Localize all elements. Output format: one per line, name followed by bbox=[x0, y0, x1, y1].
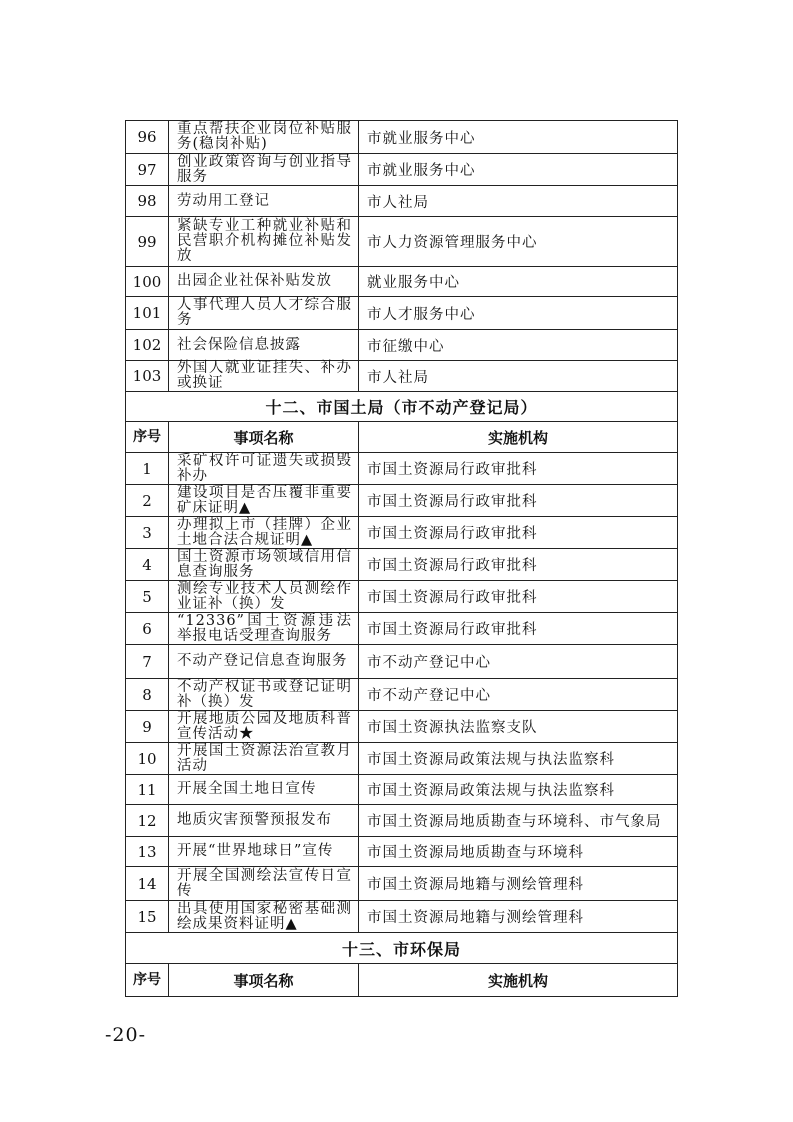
implementing-agency: 市征缴中心 bbox=[359, 330, 678, 361]
table-header-row bbox=[126, 422, 678, 453]
row-number: 100 bbox=[126, 267, 169, 297]
implementing-agency: 市国土资源局行政审批科 bbox=[359, 485, 678, 517]
table-row bbox=[126, 743, 678, 775]
implementing-agency: 市国土资源局政策法规与执法监察科 bbox=[359, 775, 678, 805]
implementing-agency: 市人才服务中心 bbox=[359, 297, 678, 330]
row-number: 8 bbox=[126, 679, 169, 711]
item-name: 社会保险信息披露 bbox=[169, 330, 359, 361]
item-name: 出园企业社保补贴发放 bbox=[169, 267, 359, 297]
page-number: -20- bbox=[105, 1024, 147, 1046]
table-row bbox=[126, 613, 678, 645]
implementing-agency: 市国土资源局地质勘查与环境科、市气象局 bbox=[359, 805, 678, 837]
item-name: 办理拟上市（挂牌）企业土地合法合规证明▲ bbox=[169, 517, 359, 549]
table-header-row bbox=[126, 964, 678, 997]
item-name: 开展全国土地日宣传 bbox=[169, 775, 359, 805]
row-number: 11 bbox=[126, 775, 169, 805]
table-row bbox=[126, 361, 678, 392]
row-number: 102 bbox=[126, 330, 169, 361]
implementing-agency: 市国土资源局地籍与测绘管理科 bbox=[359, 867, 678, 901]
row-number: 98 bbox=[126, 186, 169, 217]
item-name: 重点帮扶企业岗位补贴服务(稳岗补贴) bbox=[169, 121, 359, 154]
row-number: 15 bbox=[126, 901, 169, 933]
row-number: 9 bbox=[126, 711, 169, 743]
implementing-agency: 市人社局 bbox=[359, 186, 678, 217]
item-name: 外国人就业证挂失、补办或换证 bbox=[169, 361, 359, 392]
table-row bbox=[126, 837, 678, 867]
table-row bbox=[126, 711, 678, 743]
section-13 bbox=[126, 933, 678, 997]
item-name: 出具使用国家秘密基础测绘成果资料证明▲ bbox=[169, 901, 359, 933]
header-org: 实施机构 bbox=[359, 964, 678, 997]
row-number: 99 bbox=[126, 217, 169, 267]
row-number: 13 bbox=[126, 837, 169, 867]
row-number: 1 bbox=[126, 453, 169, 485]
implementing-agency: 市就业服务中心 bbox=[359, 121, 678, 154]
section-title-row bbox=[126, 933, 678, 964]
item-name: 建设项目是否压覆非重要矿床证明▲ bbox=[169, 485, 359, 517]
implementing-agency: 就业服务中心 bbox=[359, 267, 678, 297]
item-name: 不动产登记信息查询服务 bbox=[169, 645, 359, 679]
table-row bbox=[126, 186, 678, 217]
item-name: 地质灾害预警预报发布 bbox=[169, 805, 359, 837]
header-no: 序号 bbox=[126, 422, 169, 453]
row-number: 3 bbox=[126, 517, 169, 549]
section-title-row bbox=[126, 392, 678, 422]
row-number: 14 bbox=[126, 867, 169, 901]
implementing-agency: 市国土资源局行政审批科 bbox=[359, 613, 678, 645]
implementing-agency: 市国土资源局地质勘查与环境科 bbox=[359, 837, 678, 867]
table-row bbox=[126, 217, 678, 267]
table-row bbox=[126, 267, 678, 297]
implementing-agency: 市国土资源局行政审批科 bbox=[359, 453, 678, 485]
implementing-agency: 市就业服务中心 bbox=[359, 154, 678, 186]
implementing-agency: 市国土资源局地籍与测绘管理科 bbox=[359, 901, 678, 933]
item-name: 开展“世界地球日”宣传 bbox=[169, 837, 359, 867]
implementing-agency: 市国土资源局行政审批科 bbox=[359, 581, 678, 613]
implementing-agency: 市人力资源管理服务中心 bbox=[359, 217, 678, 267]
table-row bbox=[126, 485, 678, 517]
row-number: 6 bbox=[126, 613, 169, 645]
implementing-agency: 市不动产登记中心 bbox=[359, 645, 678, 679]
table-row bbox=[126, 775, 678, 805]
implementing-agency: 市国土资源局行政审批科 bbox=[359, 549, 678, 581]
implementing-agency: 市国土资源局行政审批科 bbox=[359, 517, 678, 549]
item-name: 采矿权许可证遗失或损毁补办 bbox=[169, 453, 359, 485]
table-row bbox=[126, 453, 678, 485]
section-title: 十二、市国土局（市不动产登记局） bbox=[126, 392, 678, 422]
top-rows bbox=[126, 121, 678, 392]
item-name: 不动产权证书或登记证明补（换）发 bbox=[169, 679, 359, 711]
implementing-agency: 市国土资源执法监察支队 bbox=[359, 711, 678, 743]
row-number: 97 bbox=[126, 154, 169, 186]
table-row bbox=[126, 901, 678, 933]
implementing-agency: 市不动产登记中心 bbox=[359, 679, 678, 711]
table-row bbox=[126, 330, 678, 361]
table-row bbox=[126, 121, 678, 154]
table-row bbox=[126, 679, 678, 711]
table-row bbox=[126, 645, 678, 679]
implementing-agency: 市人社局 bbox=[359, 361, 678, 392]
section-12-rows bbox=[126, 453, 678, 933]
row-number: 12 bbox=[126, 805, 169, 837]
item-name: 国土资源市场领域信用信息查询服务 bbox=[169, 549, 359, 581]
section-title: 十三、市环保局 bbox=[126, 933, 678, 964]
header-name: 事项名称 bbox=[169, 964, 359, 997]
item-name: “12336”国土资源违法举报电话受理查询服务 bbox=[169, 613, 359, 645]
item-name: 创业政策咨询与创业指导服务 bbox=[169, 154, 359, 186]
table-row bbox=[126, 549, 678, 581]
row-number: 2 bbox=[126, 485, 169, 517]
header-name: 事项名称 bbox=[169, 422, 359, 453]
item-name: 开展地质公园及地质科普宣传活动★ bbox=[169, 711, 359, 743]
header-no: 序号 bbox=[126, 964, 169, 997]
item-name: 劳动用工登记 bbox=[169, 186, 359, 217]
item-name: 人事代理人员人才综合服务 bbox=[169, 297, 359, 330]
row-number: 103 bbox=[126, 361, 169, 392]
row-number: 10 bbox=[126, 743, 169, 775]
section-12 bbox=[126, 392, 678, 453]
item-name: 开展全国测绘法宣传日宣传 bbox=[169, 867, 359, 901]
row-number: 101 bbox=[126, 297, 169, 330]
row-number: 4 bbox=[126, 549, 169, 581]
table-row bbox=[126, 297, 678, 330]
item-name: 紧缺专业工种就业补贴和民营职介机构摊位补贴发放 bbox=[169, 217, 359, 267]
implementing-agency: 市国土资源局政策法规与执法监察科 bbox=[359, 743, 678, 775]
services-table bbox=[125, 120, 678, 997]
table-row bbox=[126, 581, 678, 613]
row-number: 7 bbox=[126, 645, 169, 679]
table-row bbox=[126, 154, 678, 186]
header-org: 实施机构 bbox=[359, 422, 678, 453]
row-number: 5 bbox=[126, 581, 169, 613]
item-name: 开展国土资源法治宣教月活动 bbox=[169, 743, 359, 775]
table-row bbox=[126, 517, 678, 549]
item-name: 测绘专业技术人员测绘作业证补（换）发 bbox=[169, 581, 359, 613]
table-row bbox=[126, 867, 678, 901]
row-number: 96 bbox=[126, 121, 169, 154]
table-row bbox=[126, 805, 678, 837]
